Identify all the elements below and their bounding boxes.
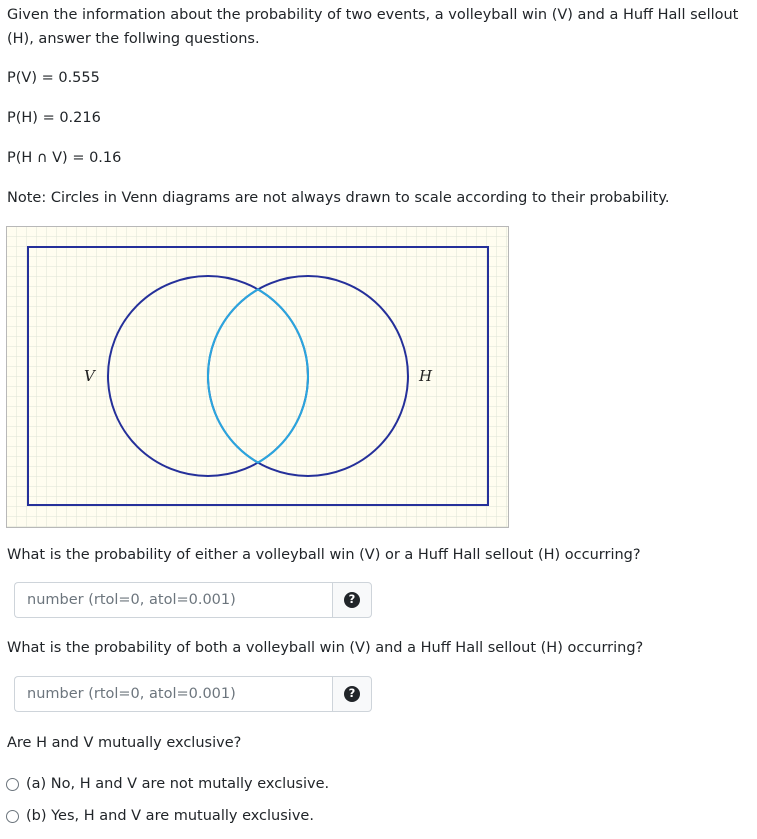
venn-label-h: H <box>419 367 433 385</box>
question-2-text: What is the probability of both a volleyball win (V) and a Huff Hall sellout (H) occurring? <box>7 640 644 656</box>
question-2-answer-input[interactable] <box>14 676 332 712</box>
question-3-text: Are H and V mutually exclusive? <box>7 735 242 751</box>
question-2-help-button[interactable] <box>332 676 372 712</box>
venn-label-v: V <box>84 367 95 385</box>
diagram-note: Note: Circles in Venn diagrams are not always drawn to scale according to their probability. <box>7 190 670 206</box>
question-1-text: What is the probability of either a volleyball win (V) or a Huff Hall sellout (H) occurring? <box>7 547 641 563</box>
given-p-h-and-v: P(H ∩ V) = 0.16 <box>7 150 122 166</box>
question-circle-icon: ? <box>344 592 360 608</box>
given-p-v: P(V) = 0.555 <box>7 70 100 86</box>
question-1-answer-input[interactable] <box>14 582 332 618</box>
option-a-label: (a) No, H and V are not mutally exclusive. <box>26 776 330 792</box>
option-b-label: (b) Yes, H and V are mutually exclusive. <box>26 808 314 824</box>
venn-diagram <box>6 226 509 528</box>
problem-intro: Given the information about the probability of two events, a volleyball win (V) and a Huff Hall sellout (H), answer the follwing questions. <box>7 7 739 47</box>
question-2-answer-group <box>14 676 372 712</box>
question-1-help-button[interactable] <box>332 582 372 618</box>
question-1-answer-group <box>14 582 372 618</box>
option-b-radio[interactable] <box>6 810 19 823</box>
question-circle-icon: ? <box>344 686 360 702</box>
given-p-h: P(H) = 0.216 <box>7 110 101 126</box>
venn-grid <box>7 227 508 527</box>
option-a[interactable] <box>6 776 329 792</box>
option-a-radio[interactable] <box>6 778 19 791</box>
option-b[interactable] <box>6 808 314 824</box>
